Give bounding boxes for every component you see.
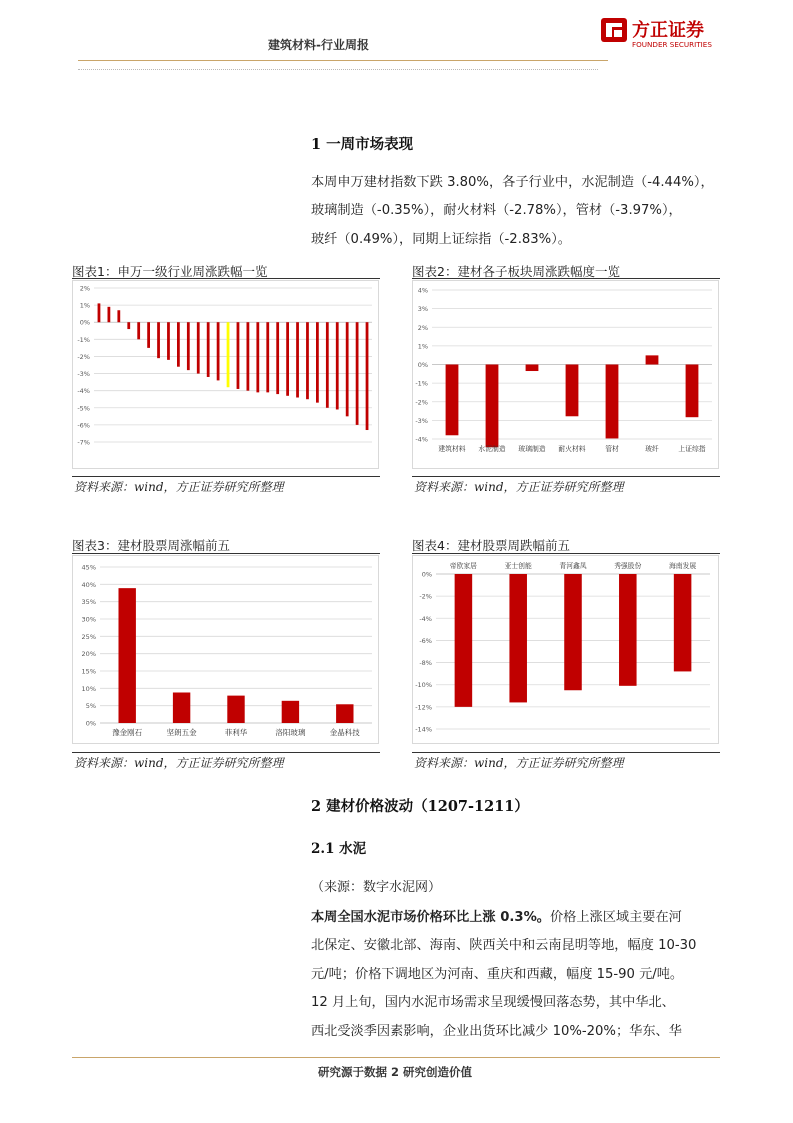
footer-slogan: 研究源于数据 2 研究创造价值 (318, 1065, 473, 1079)
bar (455, 574, 473, 707)
category-label: 豫金刚石 (112, 728, 143, 737)
bar (286, 322, 289, 396)
category-label: 坚朗五金 (166, 728, 197, 737)
y-tick-label: -2% (77, 352, 90, 361)
y-tick-label: 45% (81, 563, 96, 572)
y-tick-label: -6% (419, 636, 432, 645)
category-label: 青河鑫凤 (559, 562, 587, 570)
y-tick-label: 35% (81, 598, 96, 607)
y-tick-label: -6% (77, 421, 90, 430)
bar (108, 307, 111, 322)
y-tick-label: 0% (79, 318, 90, 327)
bar (197, 322, 200, 373)
bar (117, 310, 120, 322)
figure-2-title: 图表2：建材各子板块周涨跌幅度一览 (412, 264, 620, 279)
bar (509, 574, 527, 702)
figure-3-title-rule (72, 553, 380, 554)
bar (137, 322, 140, 339)
bar (127, 322, 130, 329)
bar (177, 322, 180, 366)
source-note: （来源：数字水泥网） (311, 880, 442, 895)
y-tick-label: -2% (415, 398, 428, 407)
figure-3-title: 图表3：建材股票周涨幅前五 (72, 538, 230, 553)
category-label: 水泥制造 (478, 445, 506, 453)
y-tick-label: -2% (419, 592, 432, 601)
para-line: 北保定、安徽北部、海南、陕西关中和云南昆明等地，幅度 10-30 (311, 938, 697, 954)
bar (356, 322, 359, 425)
y-tick-label: 5% (85, 702, 96, 711)
footer-divider (72, 1057, 720, 1058)
bar (486, 365, 499, 448)
figure-4-source-rule (412, 752, 720, 753)
figure-4-source: 资料来源：wind，方正证券研究所整理 (414, 756, 624, 770)
report-title: 建筑材料-行业周报 (268, 38, 369, 52)
bar (118, 588, 135, 723)
figure-3-chart (72, 555, 380, 745)
bar (282, 701, 299, 723)
category-label: 帝欧家居 (449, 562, 477, 570)
y-tick-label: -4% (419, 614, 432, 623)
bar (619, 574, 637, 686)
category-label: 玻纤 (645, 445, 659, 453)
logo-mark-icon (601, 18, 627, 42)
y-tick-label: -4% (77, 387, 90, 396)
figure-2-title-rule (412, 278, 720, 279)
figure-1-chart (72, 280, 380, 470)
y-tick-label: -3% (77, 370, 90, 379)
bar (646, 355, 659, 364)
bar (686, 365, 699, 418)
bar (296, 322, 299, 397)
bar (157, 322, 160, 358)
para-line: 元/吨；价格下调地区为河南、重庆和西藏，幅度 15-90 元/吨。 (311, 966, 684, 982)
bar (564, 574, 582, 690)
bar (366, 322, 369, 430)
bar (227, 696, 244, 723)
para-line: 玻璃制造（-0.35%），耐火材料（-2.78%），管材（-3.97%）， (311, 203, 682, 219)
y-tick-label: 1% (417, 342, 428, 351)
y-tick-label: -14% (415, 725, 432, 734)
y-tick-label: 15% (81, 667, 96, 676)
bar (606, 365, 619, 439)
y-tick-label: -10% (415, 681, 432, 690)
para-line: 本周申万建材指数下跌 3.80%，各子行业中，水泥制造（-4.44%）， (311, 175, 714, 190)
bar (237, 322, 240, 389)
logo-en-text: FOUNDER SECURITIES (632, 40, 712, 49)
section-2-heading: 2 建材价格波动（1207-1211） (311, 798, 529, 815)
figure-4-chart (412, 555, 720, 745)
bar (247, 322, 250, 390)
figure-1-title-rule (72, 278, 380, 279)
bar (336, 704, 353, 723)
lead-rest: 价格上涨区域主要在河 (549, 910, 682, 925)
bar (256, 322, 259, 392)
header-dotted-divider (78, 69, 598, 70)
para-line: 12 月上旬，国内水泥市场需求呈现缓慢回落态势，其中华北、 (311, 995, 675, 1011)
bar (147, 322, 150, 348)
category-label: 亚士创能 (504, 562, 532, 570)
y-tick-label: 0% (421, 570, 432, 579)
y-tick-label: 2% (79, 284, 90, 293)
y-tick-label: -12% (415, 703, 432, 712)
category-label: 洛阳玻璃 (275, 728, 306, 737)
y-tick-label: 2% (417, 323, 428, 332)
bar (173, 692, 190, 723)
category-label: 海南发展 (669, 562, 697, 570)
y-tick-label: 25% (81, 632, 96, 641)
y-tick-label: 3% (417, 305, 428, 314)
y-tick-label: -4% (415, 435, 428, 444)
category-label: 菲利华 (224, 728, 248, 737)
y-tick-label: 10% (81, 684, 96, 693)
figure-3-source-rule (72, 752, 380, 753)
figure-2-source-rule (412, 476, 720, 477)
category-label: 上证综指 (678, 445, 706, 453)
bar (526, 365, 539, 372)
section-2-paragraph (311, 904, 731, 1046)
bar (217, 322, 220, 380)
para-line: 西北受淡季因素影响，企业出货环比减少 10%-20%；华东、华 (311, 1023, 682, 1039)
bar (326, 322, 329, 408)
y-tick-label: -3% (415, 416, 428, 425)
y-tick-label: -8% (419, 659, 432, 668)
section-1-heading: 1 一周市场表现 (311, 136, 414, 153)
header-divider (78, 60, 608, 61)
bar (446, 365, 459, 436)
bar (306, 322, 309, 399)
logo-cn-text: 方正证券 (632, 20, 704, 41)
bar (98, 303, 101, 322)
figure-1-source: 资料来源：wind，方正证券研究所整理 (74, 480, 284, 494)
bold-lead: 本周全国水泥市场价格环比上涨 0.3%。 (311, 910, 550, 925)
category-label: 耐火材料 (558, 445, 586, 453)
figure-4-title-rule (412, 553, 720, 554)
y-tick-label: 1% (79, 301, 90, 310)
bar (336, 322, 339, 409)
category-label: 秀强股份 (614, 562, 642, 570)
figure-1-title: 图表1：申万一级行业周涨跌幅一览 (72, 264, 268, 279)
bar (266, 322, 269, 392)
y-tick-label: 4% (417, 286, 428, 295)
bar (346, 322, 349, 416)
bar (167, 322, 170, 360)
y-tick-label: 40% (81, 580, 96, 589)
bar (276, 322, 279, 394)
y-tick-label: -1% (77, 335, 90, 344)
para-line: 玻纤（0.49%），同期上证综指（-2.83%）。 (311, 231, 571, 247)
y-tick-label: -5% (77, 404, 90, 413)
y-tick-label: 0% (417, 361, 428, 369)
y-tick-label: 30% (81, 615, 96, 624)
section-1-paragraph (311, 169, 731, 254)
y-tick-label: -1% (415, 379, 428, 388)
figure-3-source: 资料来源：wind，方正证券研究所整理 (74, 756, 284, 770)
y-tick-label: -7% (77, 438, 90, 447)
y-tick-label: 0% (85, 719, 96, 728)
figure-2-chart (412, 280, 720, 470)
bar (187, 322, 190, 370)
figure-1-source-rule (72, 476, 380, 477)
category-label: 玻璃制造 (518, 445, 546, 453)
bar (316, 322, 319, 402)
figure-2-source: 资料来源：wind，方正证券研究所整理 (414, 480, 624, 494)
category-label: 建筑材料 (438, 445, 466, 453)
section-2-1-heading: 2.1 水泥 (311, 841, 367, 857)
figure-4-title: 图表4：建材股票周跌幅前五 (412, 538, 570, 553)
bar (207, 322, 210, 377)
bar (566, 365, 579, 417)
y-tick-label: 20% (81, 650, 96, 659)
bar (227, 322, 230, 387)
category-label: 金晶科技 (329, 728, 360, 737)
bar (674, 574, 692, 671)
para-line (311, 904, 731, 932)
company-logo (600, 12, 730, 52)
category-label: 管材 (605, 445, 619, 453)
